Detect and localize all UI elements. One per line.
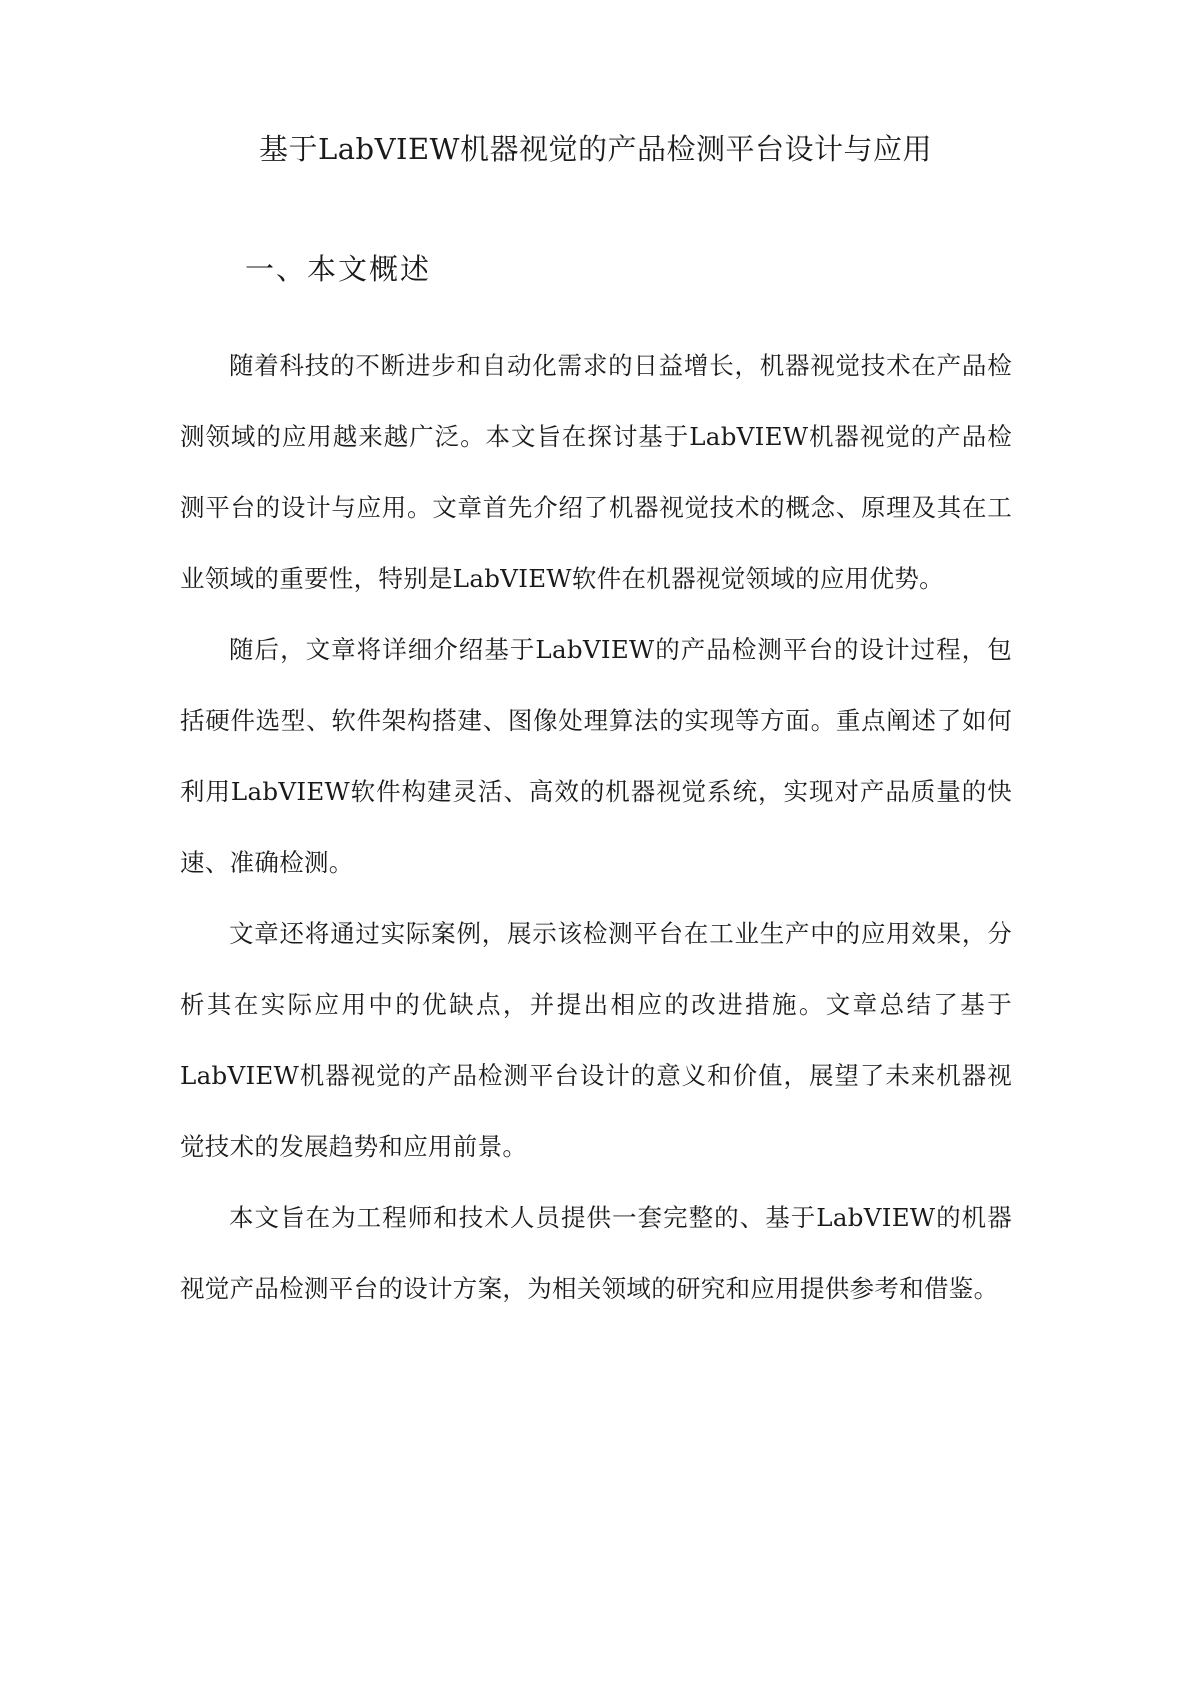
paragraph-1: 随着科技的不断进步和自动化需求的日益增长，机器视觉技术在产品检测领域的应用越来越广泛。本文旨在探讨基于LabVIEW机器视觉的产品检测平台的设计与应用。文章首先介绍了机器视觉技术的概念、原理及其在工业领域的重要性，特别是LabVIEW软件在机器视觉领域的应用优势。 xyxy=(180,351,1012,593)
paragraph-2: 随后，文章将详细介绍基于LabVIEW的产品检测平台的设计过程，包括硬件选型、软件架构搭建、图像处理算法的实现等方面。重点阐述了如何利用LabVIEW软件构建灵活、高效的机器视觉系统，实现对产品质量的快速、准确检测。 xyxy=(180,635,1012,877)
paragraph-3: 文章还将通过实际案例，展示该检测平台在工业生产中的应用效果，分析其在实际应用中的优缺点，并提出相应的改进措施。文章总结了基于LabVIEW机器视觉的产品检测平台设计的意义和价值，展望了未来机器视觉技术的发展趋势和应用前景。 xyxy=(180,919,1012,1161)
section-heading-overview: 一、本文概述 xyxy=(245,252,432,286)
body-text xyxy=(180,330,1012,1324)
paragraph-4: 本文旨在为工程师和技术人员提供一套完整的、基于LabVIEW的机器视觉产品检测平台的设计方案，为相关领域的研究和应用提供参考和借鉴。 xyxy=(180,1203,1012,1303)
document-title: 基于LabVIEW机器视觉的产品检测平台设计与应用 xyxy=(259,132,932,166)
